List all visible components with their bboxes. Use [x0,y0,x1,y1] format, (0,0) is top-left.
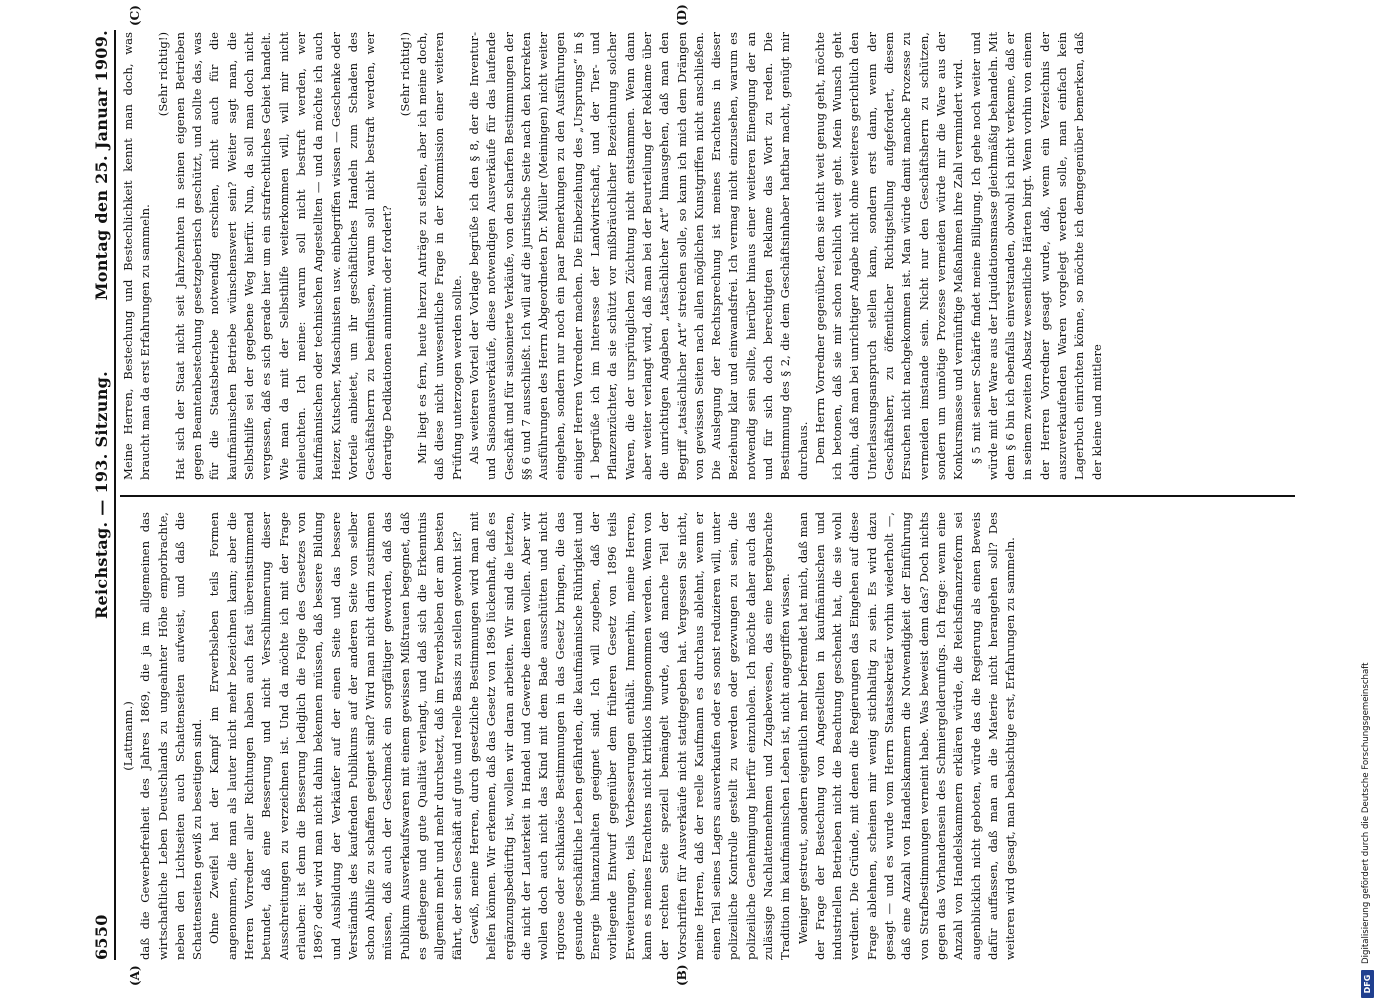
margin-mark-a: (A) [128,965,142,986]
digitization-credit: Digitalisierung gefördert durch die Deutsche Forschungsgemeinschaft [1361,662,1371,964]
header-date: Montag den 25. Januar 1909. [92,30,111,301]
margin-mark-c: (C) [128,5,142,26]
header-title: Reichstag. — 193. Sitzung. [92,370,111,620]
left-column [120,512,1295,960]
paragraph: daß die Gewerbefreiheit des Jahres 1869, die ja im allgemeinen das wirtschaftliche Leben Deutschlands zu ungeahnter Höhe emporbrachte, neben den Lichtseiten auch Schattenseiten aufweist, und daß die Schattenseiten gewiß zu beseitigen sind. [138,512,205,960]
paragraph: Als weiteren Vorteil der Vorlage begrüße ich den § 8, der die Inventur- und Saisonausverkäufe, diese notwendigen Ausverkäufe für das laufende Geschäft und für saisonierte Verkäufe, von den scharfen Bestimmungen der §§ 6 und 7 ausschließt. Ich will auf die juristische Seite nach den korrekten Ausführungen des Herrn Abgeordneten Dr. Müller (Meiningen) nicht weiter eingehen, sondern nur noch ein paar Bemerkungen zu den Ausführungen einiger Herren Vorredner machen. Die Einbeziehung des „Ursprungs“ in § 1 begrüße ich im Interesse der Landwirtschaft, und der Tier- und Pflanzenzüchter, da sie schützt vor mißbräuchlicher Bezeichnung solcher Waren, die der ursprünglichen Züchtung nicht entstammen. Wenn dann aber weiter verlangt wird, daß man bei der Beurteilung der Reklame über die unrichtigen Angaben „tatsächlicher Art“ hinausgehen, daß man den Begriff „tatsächlicher Art“ streichen solle, so kann ich mich dem Drängen von gewissen Seiten nach allen möglichen Kunstgriffen nicht anschließen. Die Auslegung der Rechtsprechung ist meines Erachtens in dieser Beziehung klar und einwandsfrei. Ich vermag nicht einzusehen, warum es notwendig sein sollte, hierüber hinaus einer weiteren Einengung der an und für sich doch berechtigten Reklame das Wort zu reden. Die Bestimmung des § 2, die dem Geschäftsinhaber haftbar macht, genügt mir durchaus. [466,32,810,480]
column-divider [120,495,1295,497]
paragraph: Weniger gestreut, sondern eigentlich mehr befremdet hat mich, daß man der Frage der Bestechung von Angestellten in kaufmännischen und industriellen Betrieben nicht die Beachtung geschenkt hat, die sie wohl verdient. Die Gründe, mit denen die Regierungen das Eingehen auf diese Frage ablehnen, scheinen mir wenig stichhaltig zu sein. Es wird dazu gesagt — und es wurde vom Herrn Staatssekretär vorhin wiederholt —, daß eine Anzahl von Handelskammern die Notwendigkeit der Einführung von Strafbestimmungen verneint habe. Was beweist denn das? Doch nichts gegen das Vorhandensein des Schmiergelderunfugs. Ich frage: wenn eine Anzahl von Handelskammern erklären würde, die Reichsfinanzreform sei augenblicklich nicht geboten, würde das die Regierung als einen Beweis dafür auffassen, daß man an die Materie nicht herangehen soll? Des weiteren wird gesagt, man beabsichtige erst, Erfahrungen zu sammeln. [795,512,1018,960]
paragraph: Meine Herren, Bestechung und Bestechlichkeit kennt man doch, was braucht man da erst Erfahrungen zu sammeln. [121,32,153,480]
paragraph: § 5 mit seiner Schärfe findet meine Billigung. Ich gehe noch weiter und würde mit der Ware aus der Liquidationsmasse gleichmäßig behandeln. Mit dem § 6 bin ich ebenfalls einverstanden, obwohl ich nicht verkenne, daß er in seinem zweiten Absatz wesentliche Härten birgt. Wenn vorhin von einem der Herren Vorredner gesagt wurde, daß, wenn ein Verzeichnis der auszuverkaufenden Waren vorgelegt werden solle, man einfach kein Lagerbuch einrichten könne, so möchte ich demgegenüber bemerken, daß der kleine und mittlere [968,32,1104,480]
paragraph: Ohne Zweifel hat der Kampf im Erwerbsleben teils Formen angenommen, die man als lauter nicht mehr bezeichnen kann; aber die Herren Vorredner aller Richtungen haben auch fast übereinstimmend betundet, daß eine Besserung und nicht Verschlimmerung dieser Ausschreitungen zu verzeichnen ist. Und da möchte ich mit der Frage erlauben: ist denn die Besserung lediglich die Folge des Gesetzes von 1896? oder wird man nicht dahin bekennen müssen, daß bessere Bildung und Ausbildung der Verkäufer auf der einen Seite und das bessere Verständnis des kaufenden Publikums auf der anderen Seite von selber schon Abhilfe zu schaffen geeignet sind? Wird man nicht darin zustimmen müssen, daß auch der Geschmack ein sorgfältiger geworden, daß das Publikum Ausverkaufswaren mit einem gewissen Mißtrauen begegnet, daß es gediegene und gute Qualität verlangt, und daß sich die Erkenntnis allgemein mehr und mehr durchsetzt, daß im Erwerbsleben der am besten fährt, der sein Geschäft auf gute und reelle Basis zu stellen gewohnt ist? [207,512,464,960]
paragraph: Dem Herrn Vorredner gegenüber, dem sie nicht weit genug geht, möchte ich betonen, daß sie mir schon reichlich weit geht. Mein Wunsch geht dahin, daß man bei unrichtiger Angabe nicht ohne weiteres gerichtlich den Unterlassungsanspruch stellen kann, sondern erst dann, wenn der Geschäftsherr, zu öffentlicher Richtigstellung aufgefordert, diesem Ersuchen nicht nachgekommen ist. Man würde damit manche Prozesse zu vermeiden imstande sein. Nicht nur den Geschäftsherrn zu schützen, sondern um unnötige Prozesse vermeiden würde mir die Ware aus der Konkursmasse und vernünftige Maßnahmen ihre Zahl vermindert wird. [812,32,966,480]
paragraph: Gewiß, meine Herren, durch gesetzliche Bestimmungen wird man mit helfen können. Wir erkennen, daß das Gesetz von 1896 lückenhaft, daß es ergänzungsbedürftig ist, wollen wir daran arbeiten. Wir sind die letzten, die nicht der Lauterkeit in Handel und Gewerbe dienen wollen. Aber wir wollen doch auch nicht das Kind mit dem Bade ausschütten und nicht rigorose oder schikanöse Bestimmungen in das Gesetz bringen, die das gesunde geschäftliche Leben gefährden, die kaufmännische Rührigkeit und Energie hintanzuhalten geeignet sind. Ich will zugeben, daß der vorliegende Entwurf gegenüber dem früheren Gesetz von 1896 teils Erweiterungen, teils Verbesserungen enthält. Immerhin, meine Herren, kann es meines Erachtens nicht kritiklos hingenommen werden. Wenn von der rechten Seite speziell bemängelt wurde, daß manche Teil der Vorschriften für Ausverkäufe nicht stattgegeben hat. Vergessen Sie nicht, meine Herren, daß der reelle Kaufmann es durchaus ablehnt, wenn er einen Teil seines Lagers ausverkaufen oder es sonst reduzieren will, unter polizeiliche Kontrolle gestellt zu werden oder gezwungen zu sein, die polizeiliche Genehmigung hierfür einzuholen. Ich möchte daher auch das zulässige Nachlattennehmen und Zugabewesen, das eine hergebrachte Tradition im kaufmännischen Leben ist, nicht angegriffen wissen. [466,512,793,960]
page-header [92,30,112,960]
margin-mark-d: (D) [675,4,689,26]
paragraph: Mir liegt es fern, heute hierzu Anträge zu stellen, aber ich meine doch, daß diese nicht unwesentliche Frage in der Kommission einer weiteren Prüfung unterzogen werden sollte. [415,32,464,480]
page-number: 6550 [92,914,111,960]
speaker-name: (Lattmann.) [121,701,135,771]
header-rule [114,30,116,960]
right-column [120,32,1295,480]
interjection: (Sehr richtig!) [397,32,412,117]
digitization-footer [1360,0,1376,1000]
interjection: (Sehr richtig!) [155,32,170,117]
margin-mark-b: (B) [675,964,689,986]
paragraph: Hat sich der Staat nicht seit Jahrzehnten in seinen eigenen Betrieben gegen Beamtenbestechung gesetzgeberisch geschützt, und sollte das, was für die Staatsbetriebe notwendig erschien, nicht auch für die kaufmännischen Betriebe wünschenswert sein? Weiter sagt man, die Selbsthilfe sei der gegebene Weg hierfür. Nun, da soll man doch nicht vergessen, daß es sich gerade hier um ein strafrechtliches Gebiet handelt. Wie man da mit der Selbsthilfe weiterkommen will, will mir nicht einleuchten. Ich meine: warum soll nicht bestraft werden, wer kaufmännischen oder technischen Angestellten — und da möchte ich auch Heizer, Kutscher, Maschinisten usw. einbegriffen wissen — Geschenke oder Vorteile anbietet, um ihr geschäftliches Handeln zum Schaden des Geschäftsherrn zu beeinflussen, warum soll nicht bestraft werden, wer derartige Dedikationen annimmt oder fordert? [172,32,395,480]
dfg-logo-icon: DFG [1361,970,1374,998]
